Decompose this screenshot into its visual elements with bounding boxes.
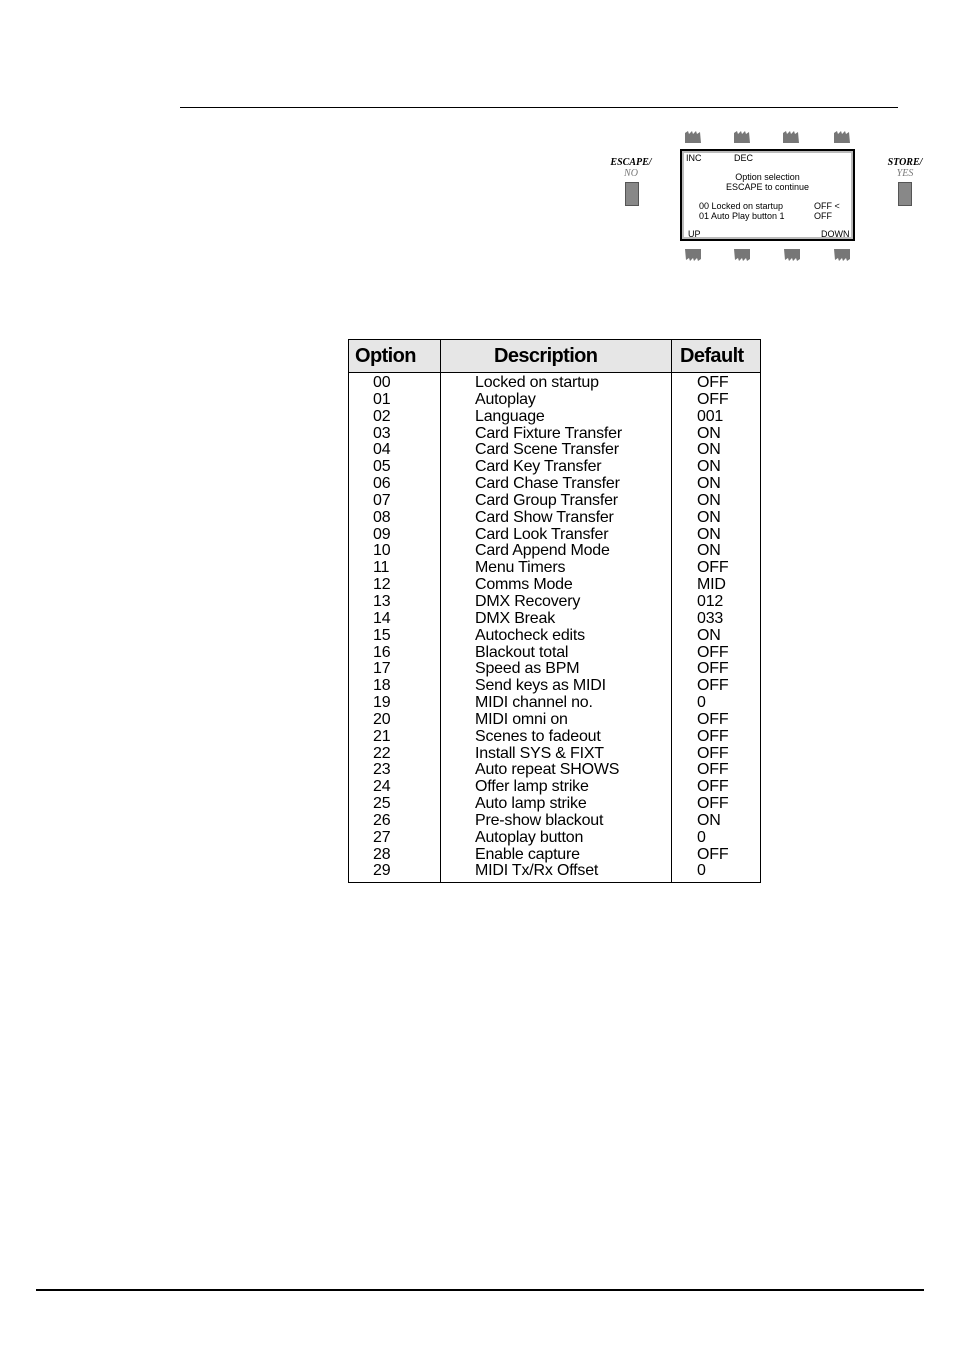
description-cell: Blackout total (475, 643, 569, 661)
soft-key-bottom-1[interactable] (685, 249, 701, 261)
escape-label-text: ESCAPE/ (610, 157, 652, 168)
option-cell: 03 (373, 424, 391, 442)
default-cell: ON (697, 525, 721, 543)
header-rule (180, 107, 898, 108)
default-cell: ON (697, 441, 721, 459)
option-cell: 17 (373, 660, 391, 678)
default-cell: 033 (697, 609, 724, 627)
description-cell: Card Key Transfer (475, 458, 602, 476)
option-cell: 06 (373, 475, 391, 493)
default-cell: OFF (697, 795, 729, 813)
option-cell: 10 (373, 542, 391, 560)
table-row (349, 527, 760, 544)
store-yes-label (882, 157, 928, 179)
table-row (349, 560, 760, 577)
default-cell: OFF (697, 710, 729, 728)
description-cell: Card Show Transfer (475, 508, 614, 526)
soft-key-bottom-4[interactable] (834, 249, 850, 261)
escape-no-button[interactable] (625, 182, 639, 206)
table-row (349, 645, 760, 662)
table-row (349, 779, 760, 796)
default-cell: 012 (697, 592, 724, 610)
description-cell: Language (475, 407, 545, 425)
description-cell: Pre-show blackout (475, 811, 604, 829)
options-table (348, 339, 761, 883)
header-default: Default (680, 345, 744, 367)
option-cell: 22 (373, 744, 391, 762)
description-cell: MIDI channel no. (475, 694, 593, 712)
description-cell: Autocheck edits (475, 626, 585, 644)
table-row (349, 695, 760, 712)
description-cell: Offer lamp strike (475, 778, 589, 796)
option-cell: 13 (373, 592, 391, 610)
table-row (349, 409, 760, 426)
lcd-line2-value: OFF (814, 211, 832, 221)
description-cell: Card Group Transfer (475, 491, 618, 509)
table-row (349, 594, 760, 611)
option-cell: 20 (373, 710, 391, 728)
default-cell: 001 (697, 407, 724, 425)
description-cell: Card Fixture Transfer (475, 424, 622, 442)
default-cell: OFF (697, 727, 729, 745)
option-cell: 16 (373, 643, 391, 661)
description-cell: Comms Mode (475, 576, 573, 594)
table-row (349, 746, 760, 763)
option-cell: 23 (373, 761, 391, 779)
option-cell: 14 (373, 609, 391, 627)
table-row (349, 762, 760, 779)
default-cell: OFF (697, 559, 729, 577)
soft-key-top-3[interactable] (783, 131, 799, 143)
description-cell: Autoplay button (475, 828, 584, 846)
yes-label-text: YES (896, 168, 914, 179)
table-row (349, 442, 760, 459)
option-cell: 24 (373, 778, 391, 796)
default-cell: OFF (697, 744, 729, 762)
soft-key-bottom-3[interactable] (784, 249, 800, 261)
default-cell: OFF (697, 845, 729, 863)
default-cell: ON (697, 811, 721, 829)
table-row (349, 493, 760, 510)
table-row (349, 392, 760, 409)
table-row (349, 459, 760, 476)
footer-rule (36, 1289, 924, 1291)
option-cell: 09 (373, 525, 391, 543)
table-row (349, 628, 760, 645)
lcd-up: UP (688, 229, 701, 239)
description-cell: Auto repeat SHOWS (475, 761, 620, 779)
default-cell: ON (697, 458, 721, 476)
description-cell: Menu Timers (475, 559, 566, 577)
default-cell: OFF (697, 374, 729, 391)
option-cell: 05 (373, 458, 391, 476)
table-row (349, 577, 760, 594)
table-header (349, 340, 760, 373)
table-row (349, 510, 760, 527)
table-row (349, 712, 760, 729)
option-cell: 12 (373, 576, 391, 594)
option-cell: 11 (373, 559, 390, 577)
description-cell: Card Chase Transfer (475, 475, 620, 493)
description-cell: Scenes to fadeout (475, 727, 601, 745)
option-cell: 25 (373, 795, 391, 813)
table-row (349, 847, 760, 864)
table-row (349, 863, 760, 880)
description-cell: Send keys as MIDI (475, 677, 606, 695)
table-row (349, 543, 760, 560)
no-label-text: NO (624, 168, 638, 179)
description-cell: MIDI omni on (475, 710, 568, 728)
default-cell: OFF (697, 677, 729, 695)
default-cell: ON (697, 626, 721, 644)
default-cell: ON (697, 491, 721, 509)
store-label-text: STORE/ (887, 157, 923, 168)
header-description: Description (494, 345, 598, 367)
description-cell: Auto lamp strike (475, 795, 587, 813)
table-row (349, 813, 760, 830)
default-cell: ON (697, 424, 721, 442)
option-cell: 19 (373, 694, 391, 712)
table-row (349, 611, 760, 628)
description-cell: Locked on startup (475, 374, 599, 391)
soft-key-top-1[interactable] (685, 131, 701, 143)
description-cell: DMX Break (475, 609, 555, 627)
lcd-dec: DEC (734, 153, 754, 163)
option-cell: 18 (373, 677, 391, 695)
default-cell: OFF (697, 660, 729, 678)
lcd-title: Option selection (735, 172, 800, 182)
option-cell: 27 (373, 828, 391, 846)
option-cell: 00 (373, 374, 391, 391)
table-row (349, 796, 760, 813)
lcd-display (680, 149, 855, 241)
header-option: Option (355, 345, 416, 367)
soft-key-top-2[interactable] (734, 131, 750, 143)
default-cell: ON (697, 542, 721, 560)
description-cell: Speed as BPM (475, 660, 580, 678)
table-row (349, 678, 760, 695)
default-cell: MID (697, 576, 726, 594)
description-cell: Card Look Transfer (475, 525, 609, 543)
option-cell: 07 (373, 491, 391, 509)
lcd-subtitle: ESCAPE to continue (725, 182, 810, 192)
description-cell: Card Append Mode (475, 542, 610, 560)
default-cell: OFF (697, 761, 729, 779)
description-cell: MIDI Tx/Rx Offset (475, 862, 599, 880)
option-cell: 08 (373, 508, 391, 526)
description-cell: Autoplay (475, 390, 536, 408)
option-cell: 01 (373, 390, 391, 408)
table-row (349, 476, 760, 493)
option-cell: 29 (373, 862, 391, 880)
lcd-line2-option: 01 Auto Play button 1 (699, 211, 785, 221)
table-body (349, 375, 760, 880)
table-row (349, 426, 760, 443)
table-row (349, 830, 760, 847)
option-cell: 21 (373, 727, 391, 745)
description-cell: Enable capture (475, 845, 580, 863)
default-cell: ON (697, 508, 721, 526)
soft-key-top-4[interactable] (834, 131, 850, 143)
default-cell: ON (697, 475, 721, 493)
description-cell: Install SYS & FIXT (475, 744, 604, 762)
lcd-line1-option: 00 Locked on startup (699, 201, 784, 211)
lcd-down: DOWN (821, 229, 850, 239)
option-cell: 15 (373, 626, 391, 644)
description-cell: Card Scene Transfer (475, 441, 619, 459)
lcd-line1-value: OFF < (814, 201, 840, 211)
option-cell: 28 (373, 845, 391, 863)
option-cell: 02 (373, 407, 391, 425)
table-row (349, 729, 760, 746)
lcd-inc: INC (686, 153, 702, 163)
table-row (349, 661, 760, 678)
default-cell: OFF (697, 643, 729, 661)
description-cell: DMX Recovery (475, 592, 581, 610)
option-cell: 26 (373, 811, 391, 829)
escape-no-label (608, 157, 654, 179)
table-row (349, 375, 760, 392)
default-cell: 0 (697, 694, 706, 712)
default-cell: OFF (697, 390, 729, 408)
option-cell: 04 (373, 441, 391, 459)
soft-key-bottom-2[interactable] (734, 249, 750, 261)
default-cell: 0 (697, 828, 706, 846)
default-cell: OFF (697, 778, 729, 796)
default-cell: 0 (697, 862, 706, 880)
store-yes-button[interactable] (898, 182, 912, 206)
